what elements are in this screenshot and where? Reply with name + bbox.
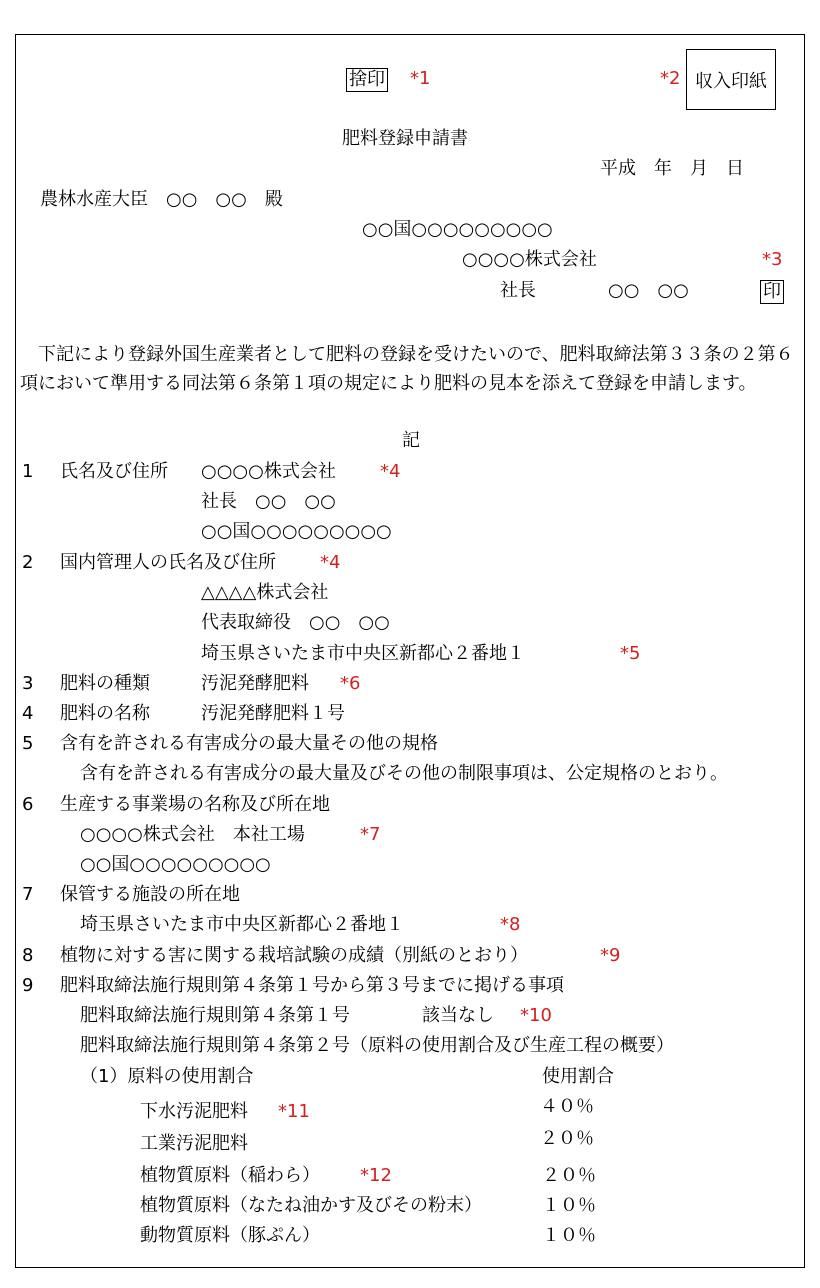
item-4-value: 汚泥発酵肥料１号 (201, 703, 345, 724)
item-6-label: 生産する事業場の名称及び所在地 (60, 794, 330, 815)
note-9: *9 (600, 945, 621, 966)
material-ratio: ２０％ (542, 1165, 596, 1186)
item-7-label: 保管する施設の所在地 (60, 884, 240, 905)
ki-heading: 記 (402, 430, 420, 451)
item-2-rep: 代表取締役 ○○ ○○ (201, 612, 390, 633)
material-ratio: １０％ (542, 1225, 596, 1246)
item-9-sub1: 肥料取締法施行規則第４条第１号 (80, 1005, 350, 1026)
applicant-address: ○○国○○○○○○○○○ (362, 219, 553, 240)
material-ratio: ４０％ (540, 1096, 594, 1117)
seal-mark: 印 (760, 280, 784, 304)
material-name: 下水汚泥肥料 (140, 1101, 248, 1122)
application-statement-text: 下記により登録外国生産業者として肥料の登録を受けたいので、肥料取締法第３３条の２第６項において準用する同法第６条第１項の規定により肥料の見本を添えて登録を申請します。 (20, 344, 794, 394)
material-name: 植物質原料（なたね油かす及びその粉末） (140, 1195, 482, 1216)
document-title: 肥料登録申請書 (342, 128, 468, 149)
note-4a: *4 (380, 461, 401, 482)
applicant-company: ○○○○株式会社 (462, 249, 597, 270)
material-ratio: ２０％ (540, 1128, 594, 1149)
revenue-stamp-label: 収入印紙 (695, 70, 767, 92)
item-7-address: 埼玉県さいたま市中央区新都心２番地１ (80, 914, 404, 935)
note-4b: *4 (320, 552, 341, 573)
applicant-rep: 社長 ○○ ○○ (500, 280, 689, 301)
ratio-heading: （1）原料の使用割合 (80, 1066, 254, 1087)
item-6-number: 6 (22, 794, 34, 815)
item-8-label: 植物に対する害に関する栽培試験の成績（別紙のとおり） (60, 945, 528, 966)
item-2-company: △△△△株式会社 (201, 582, 329, 603)
item-1-address: ○○国○○○○○○○○○ (201, 521, 392, 542)
item-1-rep: 社長 ○○ ○○ (201, 491, 336, 512)
note-8: *8 (500, 914, 521, 935)
item-7-number: 7 (22, 884, 34, 905)
item-9-sub2: 肥料取締法施行規則第４条第２号（原料の使用割合及び生産工程の概要） (80, 1035, 674, 1056)
item-9-number: 9 (22, 975, 34, 996)
item-4-label: 肥料の名称 (60, 703, 150, 724)
note-12: *12 (360, 1165, 392, 1186)
note-5: *5 (620, 643, 641, 664)
ratio-column-header: 使用割合 (542, 1066, 614, 1087)
note-3: *3 (762, 249, 783, 270)
item-9-sub1-value: 該当なし (422, 1005, 494, 1026)
sute-in-box: 捨印 (346, 68, 388, 92)
item-9-label: 肥料取締法施行規則第４条第１号から第３号までに掲げる事項 (60, 975, 564, 996)
item-5-value: 含有を許される有害成分の最大量及びその他の制限事項は、公定規格のとおり。 (80, 763, 728, 784)
item-5-label: 含有を許される有害成分の最大量その他の規格 (60, 733, 438, 754)
item-4-number: 4 (22, 703, 34, 724)
material-name: 動物質原料（豚ぷん） (140, 1225, 320, 1246)
material-ratio: １０％ (542, 1195, 596, 1216)
note-11: *11 (278, 1101, 310, 1122)
application-statement (20, 340, 805, 398)
item-2-label: 国内管理人の氏名及び住所 (60, 552, 276, 573)
item-3-number: 3 (22, 673, 34, 694)
item-8-number: 8 (22, 945, 34, 966)
item-2-address: 埼玉県さいたま市中央区新都心２番地１ (201, 643, 525, 664)
item-2-number: 2 (22, 552, 34, 573)
item-5-number: 5 (22, 733, 34, 754)
addressee: 農林水産大臣 ○○ ○○ 殿 (40, 189, 283, 210)
item-1-number: 1 (22, 461, 34, 482)
material-name: 植物質原料（稲わら） (140, 1165, 320, 1186)
item-1-label: 氏名及び住所 (60, 461, 168, 482)
material-name: 工業汚泥肥料 (140, 1133, 248, 1154)
item-1-company: ○○○○株式会社 (201, 461, 336, 482)
note-10: *10 (520, 1005, 552, 1026)
item-3-label: 肥料の種類 (60, 673, 150, 694)
note-2: *2 (660, 68, 681, 89)
note-6: *6 (340, 673, 361, 694)
item-3-value: 汚泥発酵肥料 (201, 673, 309, 694)
revenue-stamp-box (686, 49, 776, 110)
date-line: 平成 年 月 日 (600, 158, 744, 179)
item-6-address: ○○国○○○○○○○○○ (80, 854, 271, 875)
item-6-company: ○○○○株式会社 本社工場 (80, 824, 305, 845)
note-1: *1 (410, 68, 431, 89)
note-7: *7 (360, 824, 381, 845)
